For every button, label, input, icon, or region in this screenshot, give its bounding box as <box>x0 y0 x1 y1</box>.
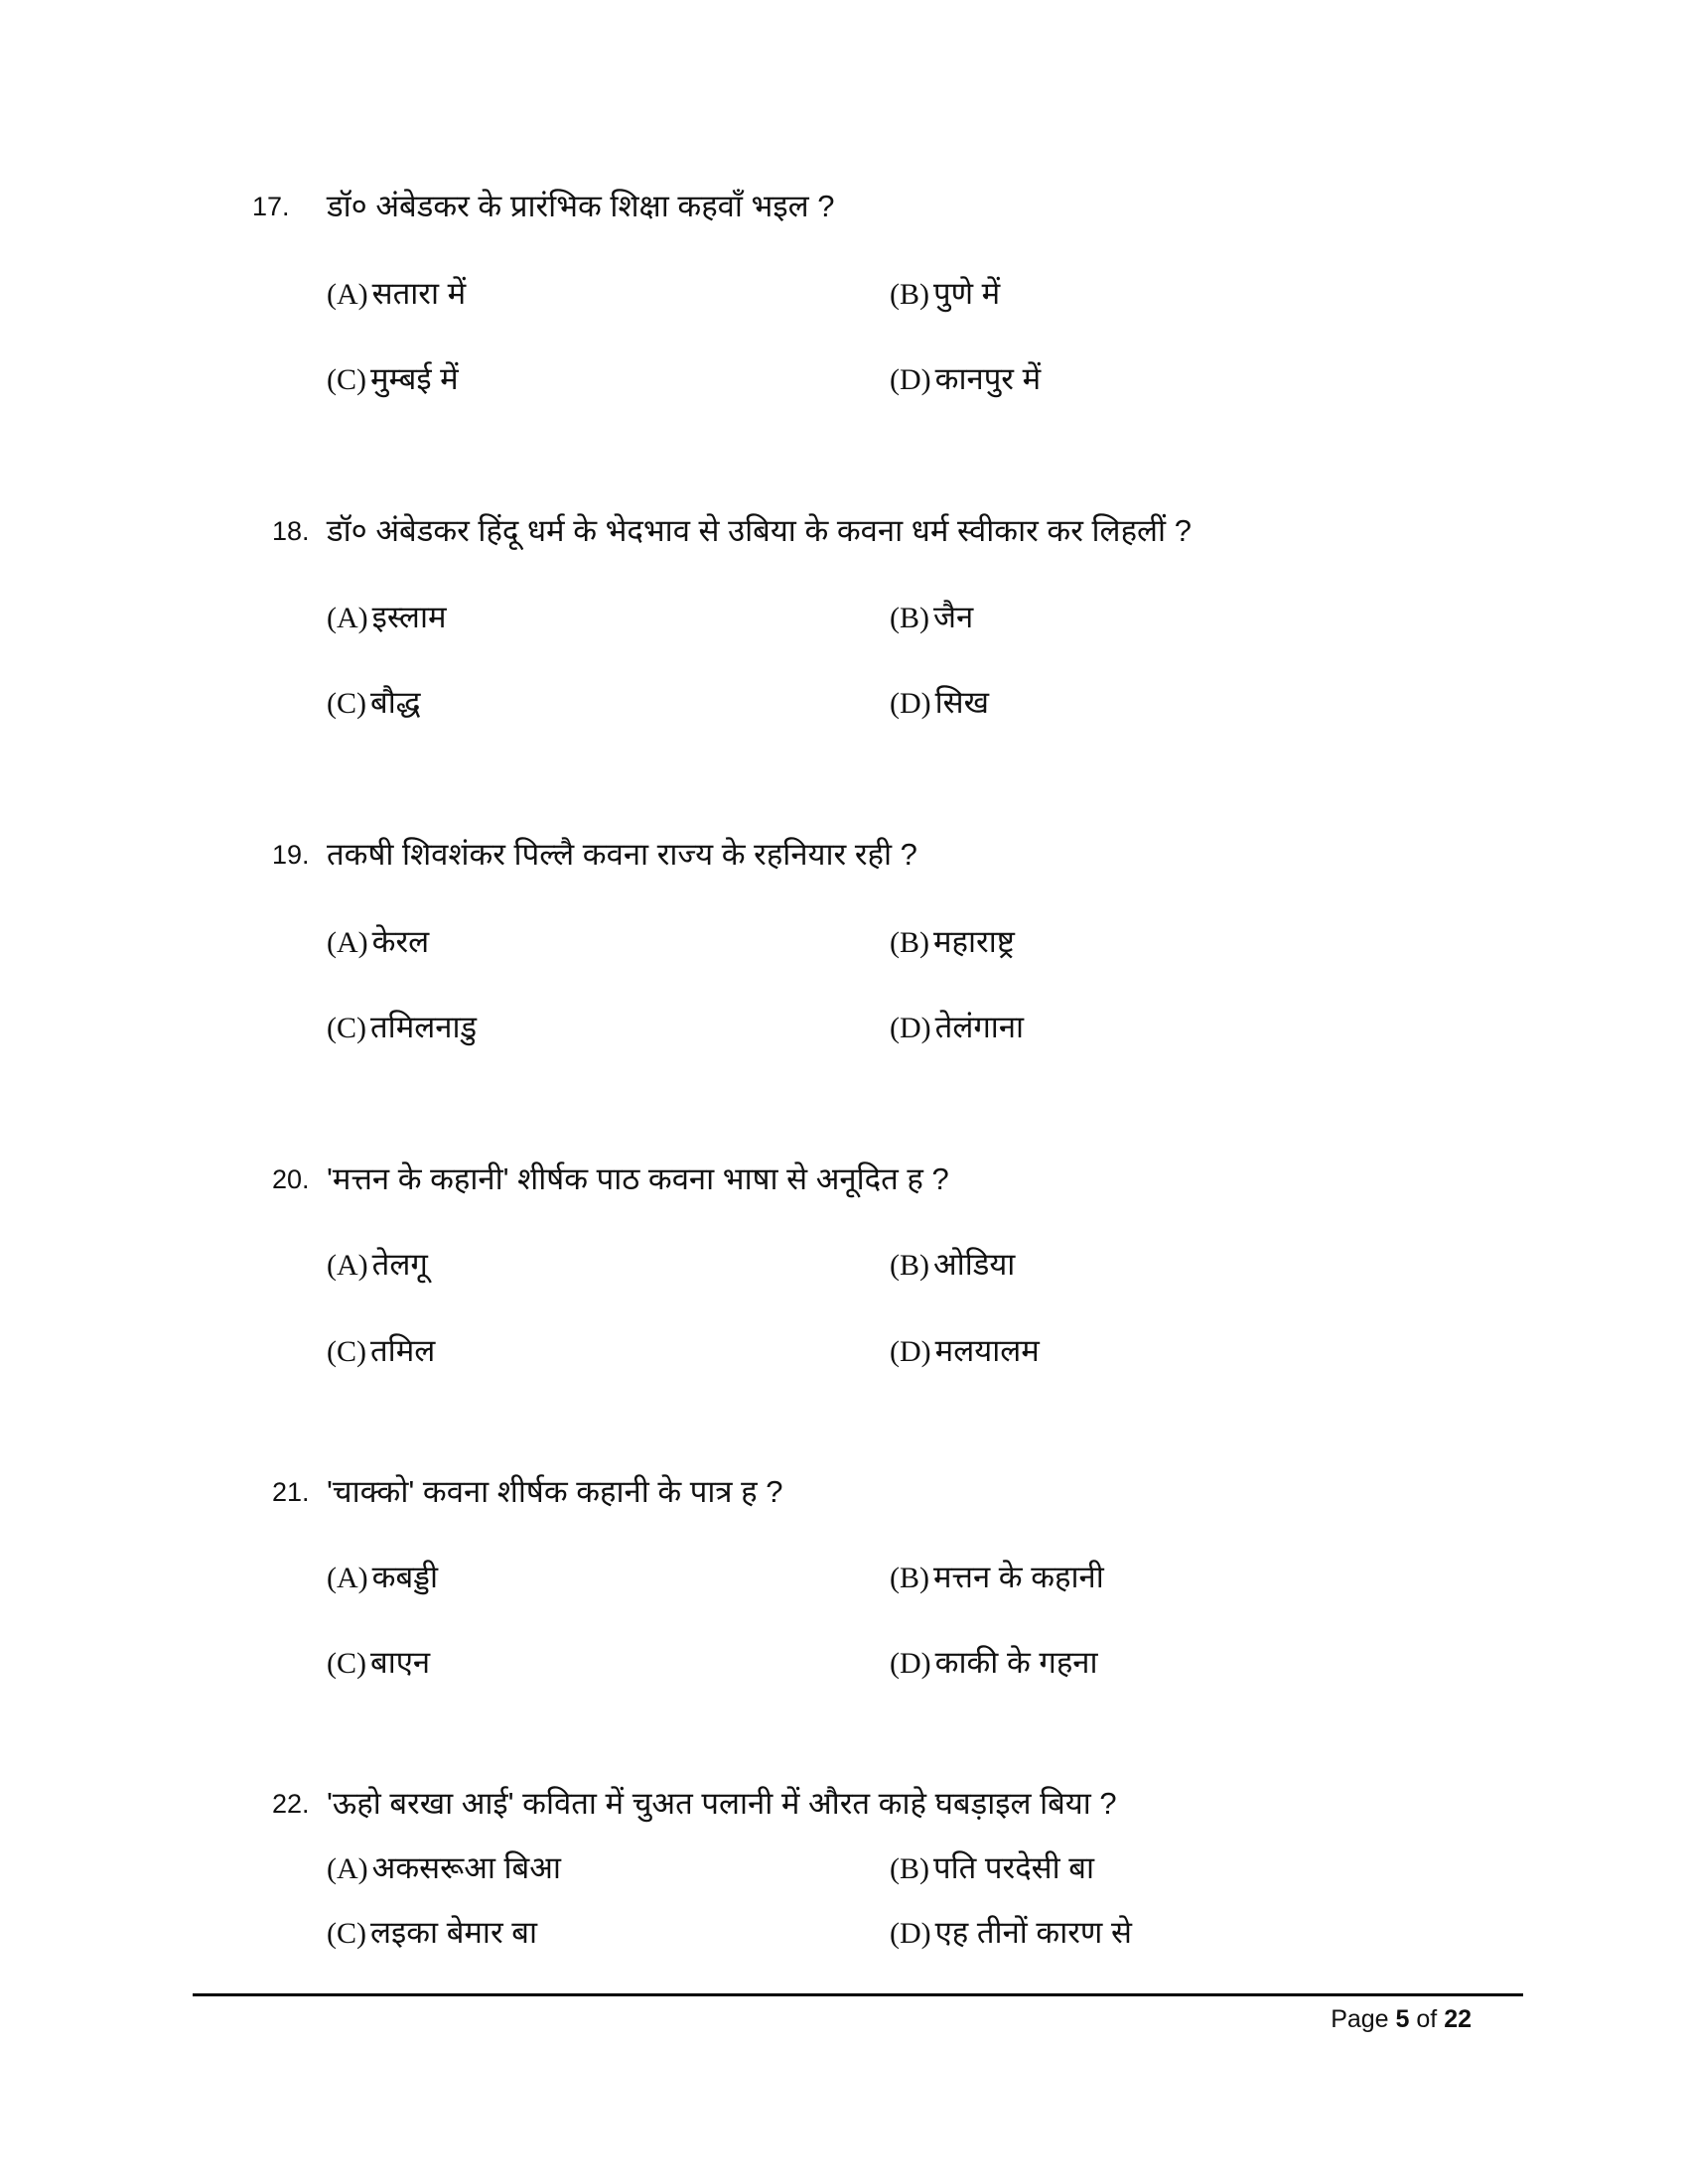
question-text: तकषी शिवशंकर पिल्लै कवना राज्य के रहनियार रही ? <box>327 837 917 872</box>
question-number: 22. <box>272 1789 310 1819</box>
option-label: (B) <box>890 602 929 634</box>
option-a <box>327 274 466 315</box>
option-text: बाएन <box>370 1645 431 1680</box>
option-text: तमिल <box>370 1333 436 1368</box>
option-label: (D) <box>890 687 931 720</box>
option-text: मत्तन के कहानी <box>933 1560 1104 1594</box>
option-b <box>890 1848 1094 1889</box>
option-c <box>327 683 421 724</box>
option-text: केरल <box>371 924 430 959</box>
option-d <box>890 1008 1024 1048</box>
option-c <box>327 1008 477 1048</box>
question-number: 17. <box>252 192 290 221</box>
question-text: डॉ० अंबेडकर हिंदू धर्म के भेदभाव से उबिया के कवना धर्म स्वीकार कर लिहलीं ? <box>327 513 1192 548</box>
question-number: 21. <box>272 1477 310 1507</box>
option-b <box>890 274 1000 315</box>
option-label: (B) <box>890 1562 929 1594</box>
option-label: (A) <box>327 1249 368 1282</box>
option-c <box>327 1643 430 1684</box>
option-label: (B) <box>890 1852 929 1885</box>
option-c <box>327 1331 435 1372</box>
option-text: मुम्बई में <box>370 361 459 396</box>
option-b <box>890 1245 1015 1286</box>
option-d <box>890 1913 1132 1954</box>
option-text: लइका बेमार बा <box>370 1915 537 1950</box>
option-label: (A) <box>327 926 368 959</box>
option-text: पुणे में <box>933 276 1001 311</box>
option-text: काकी के गहना <box>934 1645 1098 1680</box>
option-label: (A) <box>327 1562 368 1594</box>
current-page: 5 <box>1395 2005 1410 2033</box>
option-text: सतारा में <box>371 276 467 311</box>
option-text: सिख <box>934 685 989 720</box>
option-d <box>890 1643 1098 1684</box>
option-label: (B) <box>890 926 929 959</box>
option-a <box>327 1848 561 1889</box>
option-a <box>327 922 429 963</box>
option-label: (A) <box>327 602 368 634</box>
option-label: (B) <box>890 1249 929 1282</box>
option-label: (A) <box>327 1852 368 1885</box>
option-label: (D) <box>890 1917 931 1950</box>
option-a <box>327 1558 438 1598</box>
option-b <box>890 1558 1104 1598</box>
option-d <box>890 1331 1040 1372</box>
option-text: मलयालम <box>934 1333 1040 1368</box>
question-text: 'चाक्को' कवना शीर्षक कहानी के पात्र ह ? <box>327 1474 783 1509</box>
option-text: महाराष्ट्र <box>933 924 1015 959</box>
question-number: 19. <box>272 840 310 870</box>
option-a <box>327 598 447 638</box>
question-text: डॉ० अंबेडकर के प्रारंभिक शिक्षा कहवाँ भइल ? <box>327 189 835 223</box>
option-text: एह तीनों कारण से <box>934 1915 1132 1950</box>
option-d <box>890 683 989 724</box>
page-prefix: Page <box>1331 2005 1396 2033</box>
option-text: ओडिया <box>933 1247 1016 1282</box>
option-label: (C) <box>327 687 366 720</box>
option-c <box>327 1913 537 1954</box>
question-number: 18. <box>272 516 310 546</box>
option-text: तेलंगाना <box>934 1010 1025 1044</box>
option-a <box>327 1245 428 1286</box>
option-text: इस्लाम <box>371 600 447 634</box>
option-text: तेलगू <box>371 1247 428 1282</box>
option-text: कानपुर में <box>934 361 1042 396</box>
option-text: अकसरूआ बिआ <box>371 1850 561 1885</box>
option-d <box>890 359 1041 400</box>
option-b <box>890 922 1015 963</box>
option-label: (C) <box>327 1335 366 1368</box>
option-text: पति परदेसी बा <box>933 1850 1094 1885</box>
option-label: (C) <box>327 1647 366 1680</box>
option-c <box>327 359 459 400</box>
total-pages: 22 <box>1444 2005 1472 2033</box>
option-label: (C) <box>327 1012 366 1044</box>
option-label: (C) <box>327 363 366 396</box>
option-label: (C) <box>327 1917 366 1950</box>
option-label: (D) <box>890 1647 931 1680</box>
option-label: (B) <box>890 278 929 311</box>
option-b <box>890 598 973 638</box>
question-number: 20. <box>272 1164 310 1194</box>
option-text: तमिलनाडु <box>370 1010 478 1044</box>
option-label: (D) <box>890 363 931 396</box>
option-label: (A) <box>327 278 368 311</box>
page-number <box>1331 2005 1472 2034</box>
option-text: कबड्डी <box>371 1560 438 1594</box>
footer-divider <box>193 1993 1523 1996</box>
option-text: बौद्ध <box>370 685 421 720</box>
question-text: 'ऊहो बरखा आई' कविता में चुअत पलानी में औरत काहे घबड़ाइल बिया ? <box>327 1786 1117 1821</box>
option-label: (D) <box>890 1335 931 1368</box>
question-text: 'मत्तन के कहानी' शीर्षक पाठ कवना भाषा से अनूदित ह ? <box>327 1161 949 1196</box>
option-label: (D) <box>890 1012 931 1044</box>
page-of: of <box>1409 2005 1445 2033</box>
option-text: जैन <box>933 600 974 634</box>
